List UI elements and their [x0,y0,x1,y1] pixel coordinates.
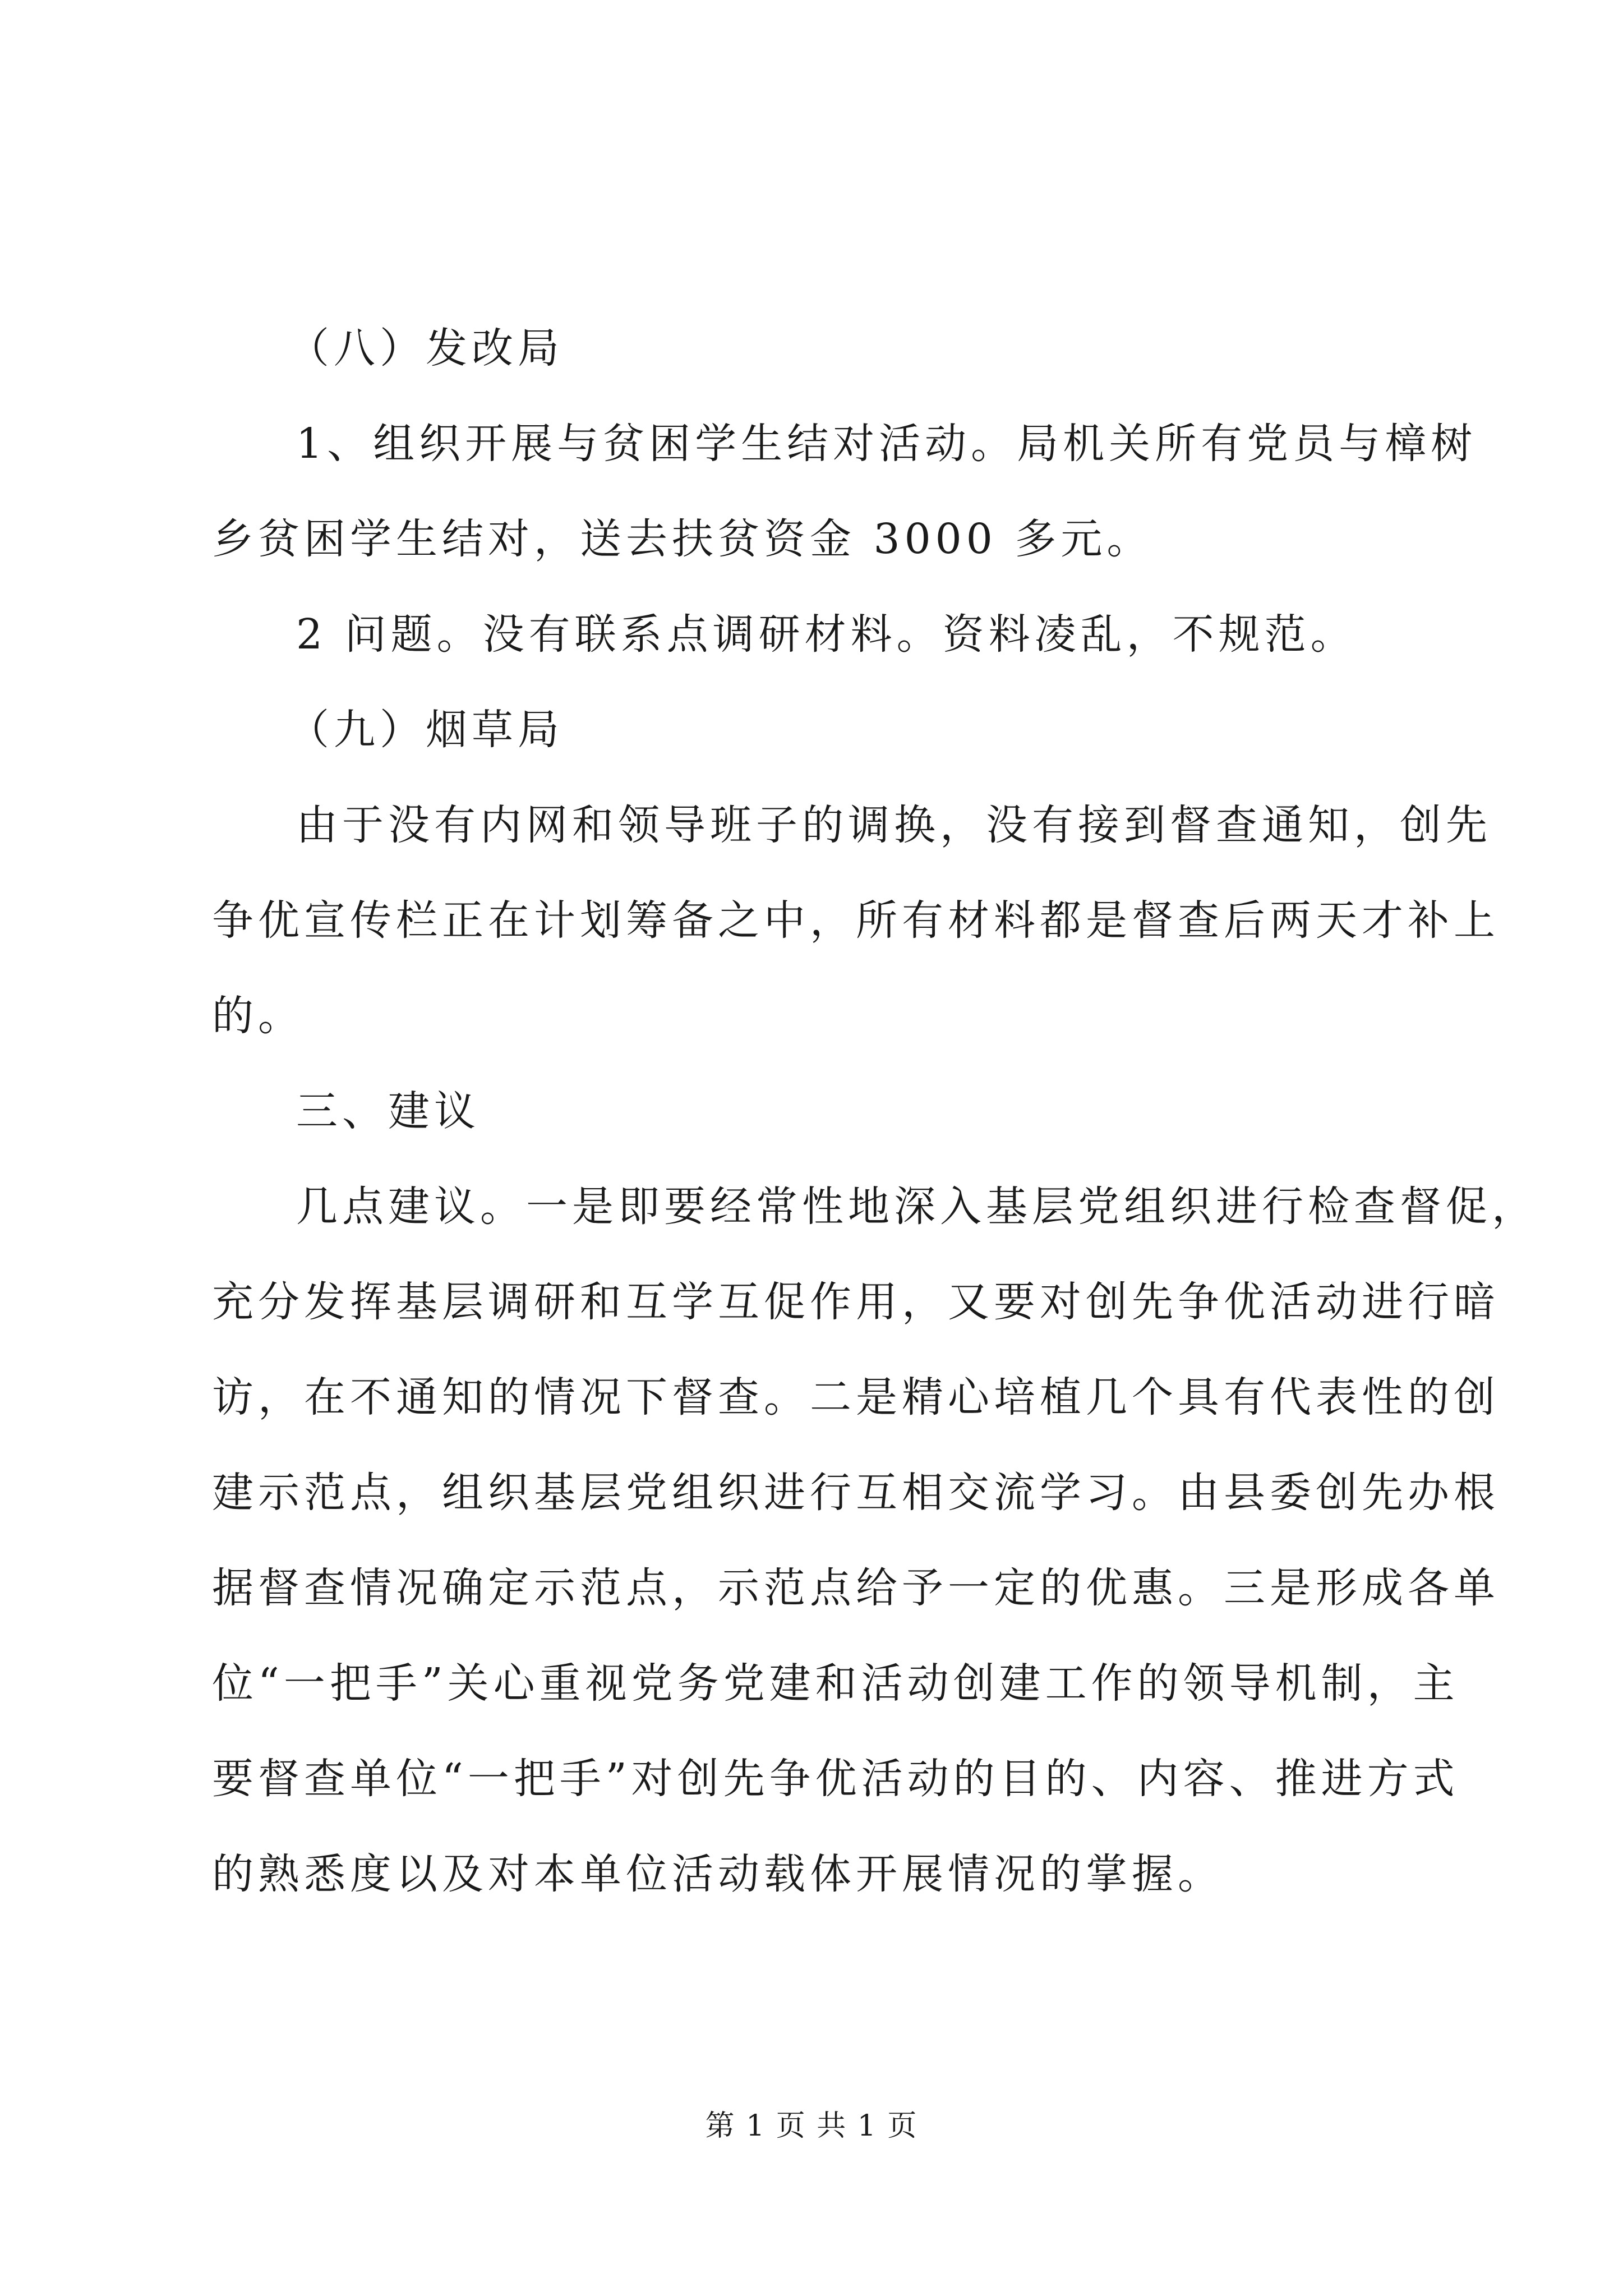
paragraph-line: 充分发挥基层调研和互学互促作用，又要对创先争优活动进行暗 [212,1278,1500,1326]
page-number-footer: 第 1 页 共 1 页 [705,2109,918,2143]
document-body [212,301,1538,1922]
paragraph-line: 访，在不通知的情况下督查。二是精心培植几个具有代表性的创 [212,1373,1500,1421]
paragraph-line: 2 问题。没有联系点调研材料。资料凌乱，不规范。 [296,610,1357,659]
paragraph-line: 建示范点，组织基层党组织进行互相交流学习。由县委创先办根 [212,1469,1500,1517]
section-heading-fagai: （八）发改局 [288,324,564,372]
paragraph-line: 据督查情况确定示范点，示范点给予一定的优惠。三是形成各单 [212,1564,1500,1612]
paragraph-line: 的熟悉度以及对本单位活动载体开展情况的掌握。 [212,1850,1224,1898]
paragraph-line: 几点建议。一是即要经常性地深入基层党组织进行检查督促， [296,1182,1538,1231]
paragraph-line: 争优宣传栏正在计划筹备之中，所有材料都是督查后两天才补上 [212,896,1500,945]
paragraph-line: 要督查单位“一把手”对创先争优活动的目的、内容、推进方式 [212,1755,1459,1803]
paragraph-line: 1、组织开展与贫困学生结对活动。局机关所有党员与樟树 [296,420,1477,468]
paragraph-line: 由于没有内网和领导班子的调换，没有接到督查通知，创先 [296,801,1492,849]
section-heading-suggestions: 三、建议 [296,1087,480,1135]
paragraph-line: 的。 [212,992,304,1040]
paragraph-line: 位“一把手”关心重视党务党建和活动创建工作的领导机制，主 [212,1659,1459,1708]
section-heading-yancao: （九）烟草局 [288,706,564,754]
paragraph-line: 乡贫困学生结对，送去扶贫资金 3000 多元。 [212,515,1153,563]
